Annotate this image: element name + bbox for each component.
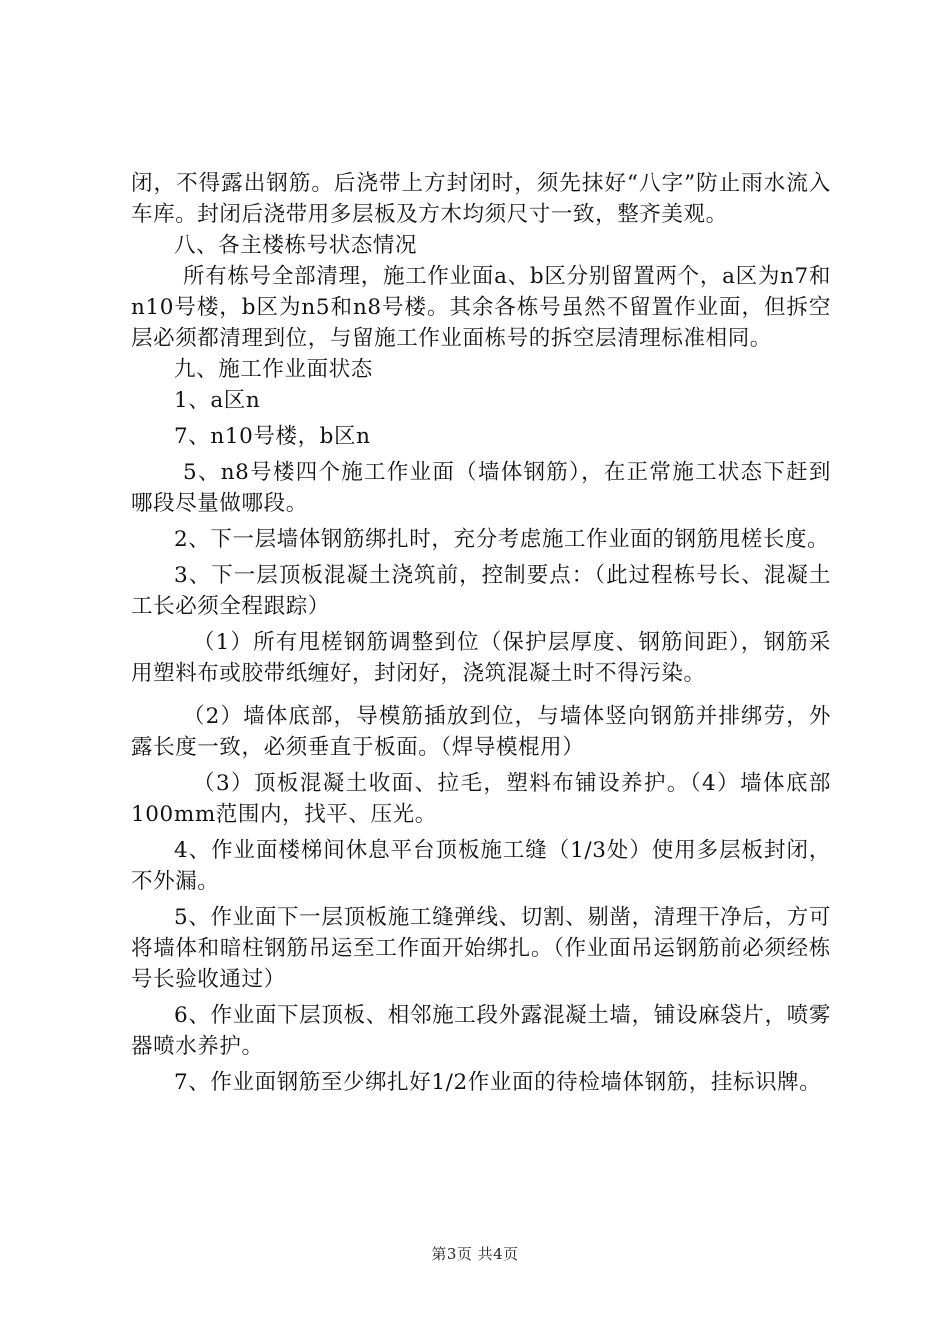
list-item-5: 5、n8号楼四个施工作业面（墙体钢筋），在正常施工状态下赶到哪段尽量做哪段。 — [131, 460, 831, 516]
list-item-2: 2、下一层墙体钢筋绑扎时，充分考虑施工作业面的钢筋甩槎长度。 — [174, 527, 830, 552]
section-heading-8: 八、各主楼栋号状态情况 — [174, 233, 418, 258]
list-item-6: 6、作业面下层顶板、相邻施工段外露混凝土墙，铺设麻袋片，喷雾器喷水养护。 — [131, 1003, 831, 1059]
document-body — [131, 168, 831, 1098]
paragraph-building-status: 所有栋号全部清理，施工作业面a、b区分别留置两个，a区为n7和n10号楼，b区为n5和n8号楼。其余各栋号虽然不留置作业面，但拆空层必须都清理到位，与留施工作业面栋号的拆空层清理标准相同。 — [131, 264, 831, 351]
list-item-1: 1、a区n — [174, 388, 261, 413]
list-item-3: 3、下一层顶板混凝土浇筑前，控制要点：（此过程栋号长、混凝土工长必须全程跟踪） — [131, 563, 831, 619]
section-heading-9: 九、施工作业面状态 — [174, 357, 373, 382]
sub-item-1: （1）所有甩槎钢筋调整到位（保护层厚度、钢筋间距），钢筋采用塑料布或胶带纸缠好，封闭好，浇筑混凝土时不得污染。 — [131, 630, 831, 686]
sub-item-2: （2）墙体底部，导模筋插放到位，与墙体竖向钢筋并排绑劳，外露长度一致，必须垂直于板面。（焊导模棍用） — [131, 704, 831, 760]
list-item-5b: 5、作业面下一层顶板施工缝弹线、切割、剔凿，清理干净后，方可将墙体和暗柱钢筋吊运至工作面开始绑扎。（作业面吊运钢筋前必须经栋号长验收通过） — [131, 905, 831, 992]
paragraph-continuation: 闭，不得露出钢筋。后浇带上方封闭时，须先抹好“八字”防止雨水流入车库。封闭后浇带用多层板及方木均须尺寸一致，整齐美观。 — [131, 171, 831, 227]
page-number-footer: 第3页 共4页 — [431, 1245, 519, 1263]
list-item-7b: 7、作业面钢筋至少绑扎好1/2作业面的待检墙体钢筋，挂标识牌。 — [174, 1070, 822, 1095]
list-item-4: 4、作业面楼梯间休息平台顶板施工缝（1/3处）使用多层板封闭，不外漏。 — [131, 838, 831, 894]
list-item-7: 7、n10号楼，b区n — [174, 424, 371, 449]
sub-item-3-4: （3）顶板混凝土收面、拉毛，塑料布铺设养护。（4）墙体底部100mm范围内，找平、压光。 — [131, 771, 831, 827]
